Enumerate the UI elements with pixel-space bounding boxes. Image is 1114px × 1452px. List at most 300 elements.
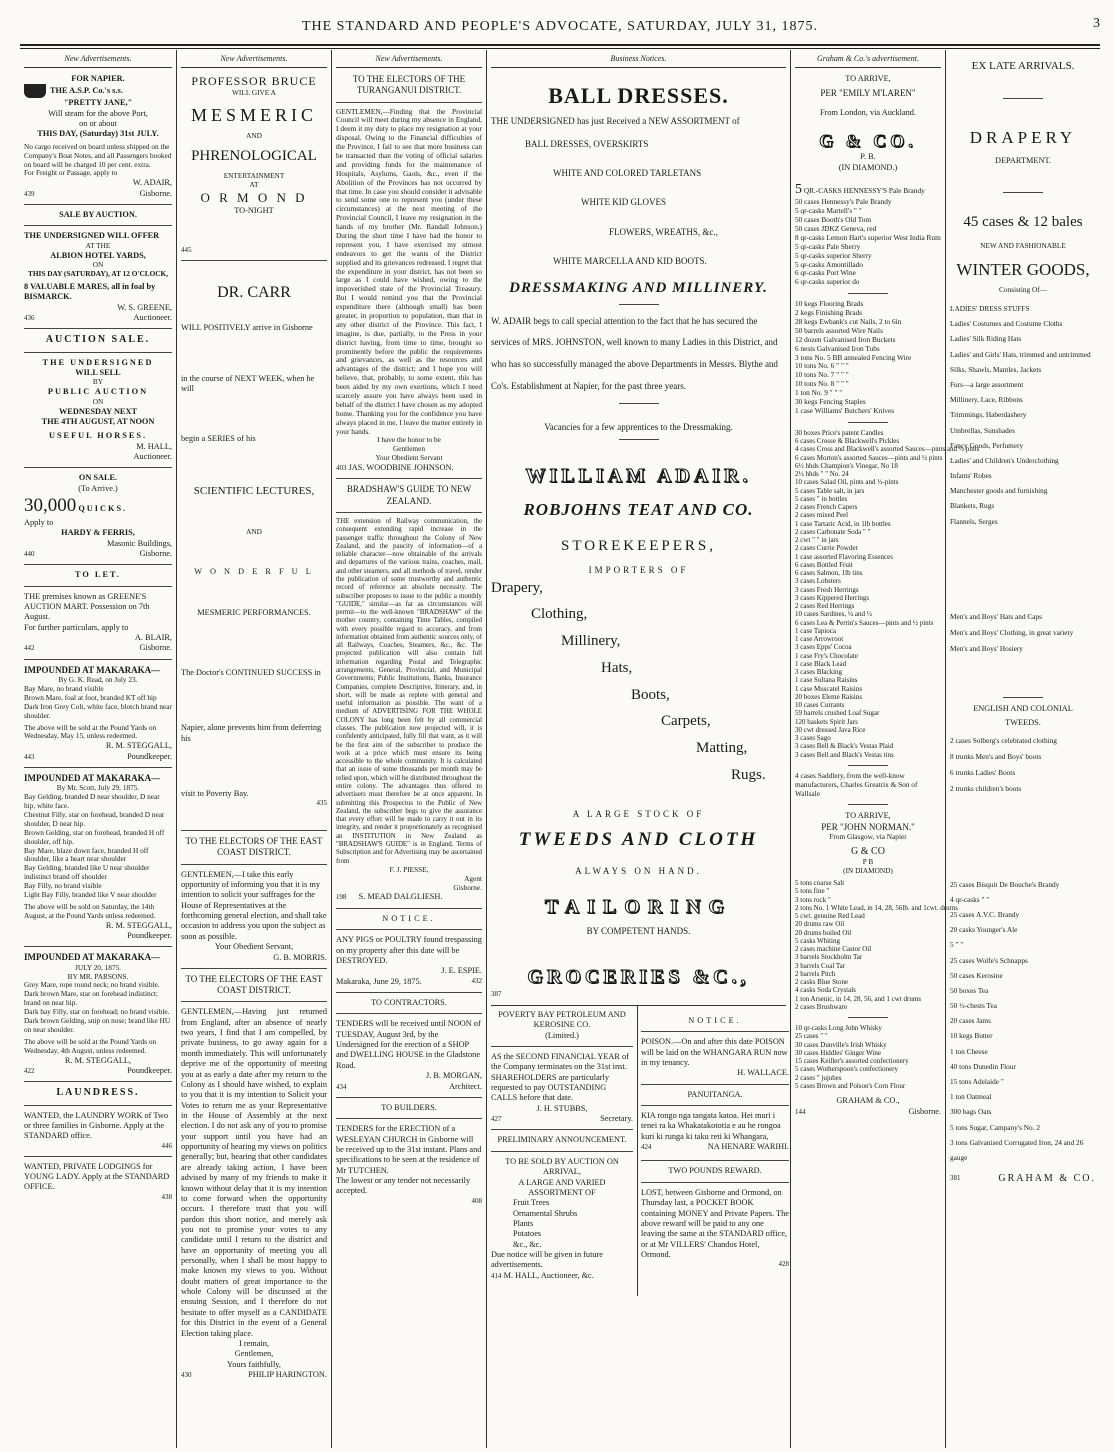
separator <box>336 512 482 513</box>
napier-line: THIS DAY, (Saturday) 31st JULY. <box>37 129 159 139</box>
always-line: ALWAYS ON HAND. <box>575 865 702 876</box>
list-item: 1 case Fry's Chocolate <box>795 651 858 660</box>
separator <box>24 1081 172 1082</box>
list-item: 3 barrels Stockholm Tar <box>795 953 863 962</box>
list-item: 5 cases Table salt, in jars <box>795 486 865 495</box>
provisions-list <box>950 877 1096 1165</box>
list-item: 3 tons No. 5 BB annealed Fencing Wire <box>795 352 912 362</box>
list-item: 12 dozen Galvanised Iron Buckets <box>795 334 896 344</box>
groceries-title: GROCERIES &C., <box>527 966 750 989</box>
separator <box>336 1097 482 1098</box>
carr-line: The Doctor's CONTINUED SUCCESS in <box>181 667 321 677</box>
turanganui-signature: JAS. WOODBINE JOHNSON. <box>348 463 454 473</box>
stores-list <box>795 879 958 1011</box>
list-item: 6 cases Lea & Perrin's Sauces—pints and ½ pints <box>795 618 934 627</box>
napier-line: Will steam for the above Port, <box>48 108 148 118</box>
late-arrivals-heading: EX LATE ARRIVALS. <box>971 60 1075 72</box>
separator <box>24 204 172 205</box>
pb-mark: P B <box>862 857 874 867</box>
builders-line: The lowest or any tender not necessarily accepted. <box>336 1176 471 1196</box>
to-let-line: For further particulars, apply to <box>24 622 129 632</box>
auction-line: ON <box>92 396 104 406</box>
separator <box>641 1105 789 1106</box>
list-item: 3 cases Epps' Cocoa <box>795 643 852 652</box>
list-item: 50 cases Hennessy's Pale Brandy <box>795 197 892 207</box>
list-item: 5 casks Whiting <box>795 936 840 945</box>
electors-line: Gentlemen, <box>234 1349 274 1359</box>
ball-line: THE UNDERSIGNED has just Received a NEW ASSORTMENT of <box>491 115 740 126</box>
list-item: 25 cases " " <box>795 1032 828 1041</box>
preliminary-line: A LARGE AND VARIED ASSORTMENT OF <box>518 1177 606 1197</box>
list-item: 5 tons Sugar, Campany's No. 2 <box>950 1122 1040 1132</box>
ad-number: 414 <box>491 1271 502 1280</box>
quicks-label: QUICKS. <box>78 504 128 514</box>
auction-line: AT THE <box>85 240 111 250</box>
lower-notices <box>491 1005 789 1296</box>
list-item: 3 cases Bell & Black's Vestas Plaid <box>795 742 894 751</box>
sale-name: HARDY & FERRIS, <box>61 528 135 538</box>
napier-line: For Freight or Passage, apply to <box>24 168 118 178</box>
laundress-body: WANTED, the LAUNDRY WORK of Two or three families in Gisborne. Apply at the STANDARD office. <box>24 1110 168 1141</box>
saddlery-line: 4 cases Saddlery, from the well-know manufacturers, Charles Greatrix & Son of Wallsale <box>795 770 918 798</box>
list-item: 300 bags Oats <box>950 1107 992 1117</box>
list-item: 6 cases Crosse & Blackwell's Pickles <box>795 437 900 445</box>
auctioneer-name: W. S. GREENE, <box>117 302 172 312</box>
dr-carr-title: DR. CARR <box>217 284 291 302</box>
list-item: 10 kegs Butter <box>950 1031 993 1041</box>
list-item: 120 baskets Spirit Jars <box>795 717 858 726</box>
list-item: 10 cases Sardines, ¼ and ½ <box>795 610 872 619</box>
list-item: 28 kegs Ewbank's cut Nails, 2 to 6in <box>795 316 902 326</box>
separator <box>24 586 172 587</box>
ad-number: 445 <box>181 246 192 255</box>
list-item: Umbrellas, Sunshades <box>950 425 1015 435</box>
graham-logo: G & CO. <box>819 130 917 151</box>
list-item: 6 qr-casks superior do <box>795 277 860 287</box>
separator <box>619 439 659 440</box>
list-item: 50 boxes Tea <box>950 985 989 995</box>
list-item: 2 cases Brushware <box>795 1002 848 1011</box>
apprentice-line: Vacancies for a few apprentices to the Dressmaking. <box>544 422 733 433</box>
electors-line: Yours faithfully, <box>227 1359 281 1369</box>
list-item: 3 cases Sago <box>795 734 831 742</box>
spirits-list <box>795 181 941 287</box>
list-item: Men's and Boys' Hosiery <box>950 643 1023 653</box>
ad-number: 443 <box>24 752 35 761</box>
separator <box>641 1084 789 1085</box>
list-item: 30 kegs Fencing Staples <box>795 396 866 406</box>
panuitanga-signature: NA HENARE WARIHI. <box>707 1142 789 1152</box>
petroleum-line: (Limited.) <box>545 1030 579 1040</box>
separator <box>848 804 888 805</box>
preliminary-line: TO BE SOLD BY AUCTION ON ARRIVAL, <box>505 1156 619 1177</box>
list-item: 10 kegs Flooring Brads <box>795 299 864 309</box>
turanganui-line: Gentlemen <box>392 444 425 454</box>
ad-number: 422 <box>24 1066 35 1075</box>
sale-line: Apply to <box>24 517 54 527</box>
column-header: New Advertisements. <box>336 52 482 68</box>
impounded-line: The above will be sold at the Pound Yards on Wednesday, 4th August, unless redeemed. <box>24 1036 157 1055</box>
separator <box>848 422 888 423</box>
list-item: 30 cases Dunville's Irish Whisky <box>795 1040 887 1049</box>
to-let-name: A. BLAIR, <box>134 633 172 643</box>
poundkeeper-title: Poundkeeper. <box>127 1065 172 1075</box>
list-item: 2 tons No. 1 White Lead, in 14, 28, 56lb. and 1cwt. drums <box>795 903 958 912</box>
preliminary-item: Potatoes <box>513 1229 542 1239</box>
list-item: 8 trunks Men's and Boys' boots <box>950 751 1042 761</box>
separator <box>181 830 327 831</box>
list-item: 30 cwt dressed Java Rice <box>795 725 866 734</box>
ad-number: 439 <box>24 189 35 198</box>
contractors-signature: J. B. MORGAN, <box>425 1071 482 1081</box>
preliminary-item: Fruit Trees <box>513 1198 550 1208</box>
separator <box>1003 192 1043 193</box>
notice-date: Makaraka, June 29, 1875. <box>336 976 422 986</box>
separator <box>491 1046 633 1047</box>
carr-line: AND <box>246 527 262 537</box>
william-adair-title: WILLIAM ADAIR. <box>525 465 752 488</box>
fashionable-line: NEW AND FASHIONABLE <box>980 241 1066 251</box>
list-item: 6 cases Salmon, 1lb tins <box>795 569 863 577</box>
list-item: 1 case Black Lead <box>795 659 847 668</box>
to-let-place: Gisborne. <box>139 643 172 653</box>
ad-number: 387 <box>491 990 502 999</box>
separator <box>24 467 172 468</box>
ad-number: 432 <box>471 976 482 985</box>
list-item: 4 cases Cross and Blackwell's assorted Sauces—pints and ½ pints <box>795 445 980 454</box>
list-item: 2 cwt " " in jars <box>795 536 839 544</box>
preliminary-item: Ornamental Shrubs <box>513 1208 578 1218</box>
list-item: 1 ton Oatmeal <box>950 1092 992 1102</box>
list-item: 10 cases Currants <box>795 701 845 709</box>
from-line: From London, via Auckland. <box>819 107 917 117</box>
list-item: QR.-CASKS HENNESSY'S Pale Brandy <box>803 186 925 196</box>
separator <box>336 1118 482 1119</box>
ship-line: PER "EMILY M'LAREN" <box>820 88 916 99</box>
panuitanga-heading: PANUITANGA. <box>687 1089 743 1099</box>
napier-heading: FOR NAPIER. <box>71 74 125 83</box>
stock-item: Rugs. <box>731 766 766 783</box>
list-item: Flannels, Serges <box>950 516 998 526</box>
bradshaw-line: Agent <box>464 873 482 883</box>
turanganui-body: GENTLEMEN,—Finding that the Provincial Council will meet during my absence in England, I deem it my duty to place my resignation at your disposal. Owing to the Financial difficulties of the Province, I fail to see that more business can be transacted than the voting of official salaries and providing funds for the maintenance of Hospitals, Asylums, Gaols, &c., even if the Abolition of the Provinces has not occurred by that time. In case you should consider it advisable to send some one to represent you (under these circumstances) at the next meeting of the Provincial Council, I leave my resignation in the hands of my brother (Mr. Randall Johnson.) During the short time I have had the honor to represent you, I have exercised my utmost endeavors to get the wants of the District supplied and its grievances redressed. I regret that the expenditure in your district, has not been so large as I could have wished, owing to the impoverished state of the Provincial Treasury. But I would remind you that the Provincial expenditure there (although small) has been greater, in proportion to population, than that in any other district of the Province. This fact, I imagine, is due, partially, to the Press in your district having, from time to time, brought so prominently before the public the requirements and grievances, as well as the resources and advantages of the district; and I hope you will believe, that, probably, to some extent, this has been aided by my own exertions, which I need scarcely assure you have always been used in behalf of the district I have chosen as my adopted home. Thanking you for the confidence you have always placed in me, I leave the matter entirely in your hands. <box>336 106 482 436</box>
contractors-heading: TO CONTRACTORS. <box>371 997 447 1007</box>
whisky-list <box>795 1024 941 1090</box>
column-header: New Advertisements. <box>24 52 172 68</box>
bradshaw-line: Gisborne. <box>453 882 482 892</box>
bradshaw-body: THE extension of Railway communication, the consequent extending rapid increase in the passenger traffic throughout the Colony of New Zealand, and the paucity of information—of a reliable character—now obtainable of the arrivals and departures of the various trains, coaches, mail, and other steamers, and all methods of travel, render the publication of some trustworthy and authentic record of reference an absolute necessity. The subscriber proposes to issue to the public a monthly "GUIDE," similar—as far as circumstances will permit—to the well-known "BRADSHAW" of the mother country, containing Time Tables, compiled with every possible regard to accuracy, and from information obtained from authentic sources only, of all Railways, Coaches, Steamers, &c., &c. The projected publication will also contain full information regarding Postal and Telegraphic arrangements, General, Provincial, and Municipal Governments; Public Institutions, Banks, Insurance Companies, complete Descriptive, Itinerary, and, in short, will be made as replete with general and useful information as possible. The want of a medium of ADVERTISING FOR THE WHOLE COLONY has long been felt by all commercial classes. The publication now projected will, it is confidently anticipated, fully fill that want, as it will be the first aim of the subscriber to produce the work at a price which must ensure its being accessible to the whole community. It is calculated that an issue of some thousands per month may be relied upon, which will be distributed throughout the entire colony. The advantages thus offered to advertisers must therefore be at once apparent. In submitting this Prospectus to the Public of New Zealand, the subscriber begs to give the assurance that every effort will be made to carry it out in its integrity, and render it proportionately as recognised an INSTITUTION in New Zealand as "BRADSHAW'S GUIDE" is in England. Terms of Subscription and for Advertising may be ascertained from <box>336 517 482 865</box>
carr-line: MESMERIC PERFORMANCES. <box>197 607 311 617</box>
impounded-heading: IMPOUNDED AT MAKARAKA— <box>24 952 161 963</box>
separator <box>24 767 172 768</box>
impounded-heading: IMPOUNDED AT MAKARAKA— <box>24 773 161 784</box>
ad-number: 408 <box>471 1196 482 1205</box>
ball-item: WHITE KID GLOVES <box>581 197 666 208</box>
separator <box>1003 98 1043 99</box>
robjohns-title: ROBJOHNS TEAT AND CO. <box>523 500 754 520</box>
turanganui-line: Your Obedient Servant <box>375 453 443 463</box>
ball-item: WHITE MARCELLA AND KID BOOTS. <box>553 255 707 266</box>
ball-dresses-title: BALL DRESSES. <box>548 83 729 108</box>
turanganui-line: I have the honor to be <box>377 435 441 445</box>
separator <box>181 968 327 969</box>
professor-line: ENTERTAINMENT <box>223 171 285 181</box>
sale-heading: ON SALE. <box>78 473 118 483</box>
dressmaking-body: W. ADAIR begs to call special attention to the fact that he has secured the services of MRS. JOHNSTON, well known to many Ladies in this District, and who has so successfully managed the above Departments in Messrs. Blythe and Co's. Establishment at Napier, for the past three years. <box>491 315 778 391</box>
masthead <box>20 14 1100 40</box>
separator <box>24 225 172 226</box>
impounded-line: By G. K. Read, on July 23. <box>58 675 138 685</box>
ad-number: 434 <box>336 1082 347 1091</box>
auction-heading: AUCTION SALE. <box>45 334 151 346</box>
list-item: 50 cases Booth's Old Tom <box>795 215 872 225</box>
contractors-title: Architect. <box>449 1081 482 1091</box>
list-item: LADIES' DRESS STUFFS <box>950 304 1030 314</box>
winter-goods-title: WINTER GOODS, <box>956 260 1090 279</box>
cases-bales-line: 45 cases & 12 bales <box>963 214 1083 231</box>
list-item: Ladies' and Children's Underclothing <box>950 455 1059 465</box>
ad-number: 436 <box>24 313 35 322</box>
auctioneer-name: M. HALL, <box>136 441 172 451</box>
list-item: 50 cases JDKZ Geneva, red <box>795 223 877 233</box>
carr-line: visit to Poverty Bay. <box>181 789 249 799</box>
notice-body: ANY PIGS or POULTRY found trespassing on my property after this date will be DESTROYED. <box>336 935 482 965</box>
column-header: Business Notices. <box>491 52 786 68</box>
list-item: 50 barrels assorted Wire Nails <box>795 325 883 335</box>
from-line: From Glasgow, via Napier <box>829 832 907 842</box>
list-item: 2 cases machine Castor Oil <box>795 945 872 954</box>
petroleum-heading: POVERTY BAY PETROLEUM AND KEROSINE CO. <box>498 1009 626 1030</box>
electors-heading: TO THE ELECTORS OF THE EAST COAST DISTRICT. <box>185 836 323 858</box>
list-item: 2 kegs Finishing Brads <box>795 308 863 318</box>
separator <box>491 1129 633 1130</box>
list-item: Ladies' and Girls' Hats, trimmed and untrimmed <box>950 349 1091 359</box>
separator <box>24 946 172 947</box>
napier-signature: W. ADAIR, <box>132 178 172 188</box>
column-header: New Advertisements. <box>181 52 327 68</box>
list-item: 30 boxes Price's patent Candles <box>795 428 884 437</box>
list-item: Furs—a large assortment <box>950 380 1024 389</box>
list-item: Ladies' Silk Riding Hats <box>950 334 1022 344</box>
list-item: Infants' Robes <box>950 471 992 481</box>
auction-line: 8 VALUABLE MARES, all in foal by BISMARCK. <box>24 281 156 302</box>
list-item: Silks, Shawls, Mantles, Jackets <box>950 364 1042 374</box>
impounded-line: Dark brown Mare, star on forehead indistinct; brand on near hip. <box>24 989 158 1008</box>
list-item: 50 cases Kerosine <box>950 970 1003 980</box>
graham-place: Gisborne. <box>908 1106 941 1116</box>
tweeds-title: TWEEDS AND CLOTH <box>518 828 759 850</box>
list-item: 3 cases Blacking <box>795 668 843 676</box>
list-item: 1 ton No. 9 " " " <box>795 388 843 398</box>
quantity: 30,000 <box>24 495 77 517</box>
list-item: 5 qr-casks Martell's " " <box>795 206 862 216</box>
carr-line: begin a SERIES of his <box>181 434 256 444</box>
list-item: 5 tons fine " <box>795 887 830 896</box>
ad-number: 144 <box>795 1107 806 1116</box>
electors-body: GENTLEMEN,—Having just returned from England, after an absence of nearly two years, I find that I am compelled, by private business, to go away again for a month immediately. This will unfortunately deprive me of the opportunity of meeting you at as early a date after my return to the Colony as I should have wished, to explain to you that it is my intention to Solicit your Votes to return me as your Representative in the House of Assembly at the next election. I do not ask any of you to promise your support until you have had an opportunity of hearing my views on politics generally; but, hearing that other candidates are already taking action, I have been advised by many of my friends to make it known without delay that it is my intention to come forward when the opportunity occurs. I therefore trust that you will pardon this short notice, and merely ask you not to promise your votes to any candidate until I return to the district and have an opportunity of meeting you all personally, when I shall be most happy to make known my views to you. Without doubt matters of great importance to the whole Colony will be discussed at the ensuing Session, and I therefore do not hesitate to offer myself as a CANDIDATE for this District in the event of a General Election taking place. <box>181 1007 327 1338</box>
storekeepers-title: STOREKEEPERS, <box>561 537 716 554</box>
list-item: 2 cases Carbonate Soda " " <box>795 527 871 536</box>
carr-line: in the course of NEXT WEEK, when he will <box>181 373 315 393</box>
notice-heading: NOTICE. <box>688 1015 742 1025</box>
sale-line: Masonic Buildings, <box>107 538 172 548</box>
separator <box>24 328 172 329</box>
auction-line: WEDNESDAY NEXT <box>59 406 137 416</box>
bradshaw-signature: S. MEAD DALGLIESH. <box>358 892 443 902</box>
auction-line: USEFUL HORSES. <box>48 431 148 441</box>
separator <box>24 1156 172 1157</box>
pb-mark: P. B. <box>860 152 876 162</box>
list-item: 20 drums raw Oil <box>795 920 845 929</box>
napier-line: THE A.S.P. Co.'s s.s. <box>50 86 123 96</box>
list-item: 6½ hhds Champion's Vinegar, No 18 <box>795 461 898 470</box>
list-item: 5 cases Brown and Polson's Corn Flour <box>795 1081 906 1090</box>
impounded-line: Chestnut Filly, star on forehead, branded D near shoulder, D near hip. <box>24 809 165 828</box>
list-item: Fancy Goods, Perfumery <box>950 440 1024 450</box>
list-item: 30 cases Hiddles' Ginger Wine <box>795 1048 881 1057</box>
list-item: 2 barrels Pitch <box>795 969 836 978</box>
separator <box>848 293 888 294</box>
preliminary-item: &c., &c. <box>513 1239 542 1249</box>
to-let-body: THE premises known as GREENE'S AUCTION MART. Possession on 7th August. <box>24 591 150 622</box>
to-let-heading: TO LET. <box>75 570 121 580</box>
separator <box>619 304 659 305</box>
carr-line: Napier, alone prevents him from deferring his <box>181 723 322 743</box>
list-item: 20 cases Jams <box>950 1016 991 1026</box>
impounded-line: Bay Mare, no brand visible <box>24 683 104 693</box>
right-notices <box>641 1010 789 1269</box>
ad-number: 198 <box>336 893 347 902</box>
list-item: 3 barrels Coal Tar <box>795 961 846 970</box>
list-item: Men's and Boys' Clothing, in great variety <box>950 627 1074 637</box>
list-item: 6 trunks Ladies' Boots <box>950 767 1016 777</box>
list-item: 3 cases Lobsters <box>795 577 841 586</box>
arrive-line: TO ARRIVE, <box>845 74 891 83</box>
list-item: 6 qr-casks Port Wine <box>795 268 856 278</box>
list-item: 5 qr-casks Amontillado <box>795 259 863 269</box>
impounded-line: BY MR. PARSONS. <box>67 971 129 981</box>
ship-line: PER "JOHN NORMAN." <box>821 821 915 832</box>
drapery-title: DRAPERY <box>969 127 1077 147</box>
notice-heading: NOTICE. <box>382 913 436 923</box>
list-item: 2 cases Solberg's celebrated clothing <box>950 735 1057 745</box>
separator <box>336 1013 482 1014</box>
impounded-line: Bay Filly, no brand visible <box>24 881 102 891</box>
separator <box>336 929 482 930</box>
tweeds-line: TWEEDS. <box>1005 718 1041 728</box>
list-item: 5 " " <box>950 940 964 950</box>
list-item: 4 casks Soda Crystals <box>795 986 856 995</box>
list-item: 1 ton Cheese <box>950 1046 988 1056</box>
electors-body: GENTLEMEN,—I take this early opportunity of informing you that it is my intention to solicit your suffrages for the House of Representatives at the forthcoming general election, and shall take occasion to address you upon the subject as soon as possible. <box>181 869 327 941</box>
column-2 <box>177 52 331 1447</box>
list-item: 1 case Williams' Butchers' Knives <box>795 405 895 415</box>
list-item: 20 drums boiled Oil <box>795 928 852 937</box>
list-item: 25 cases Bisquit De Bouche's Brandy <box>950 879 1060 889</box>
separator <box>641 1182 789 1183</box>
impounded-line: By Mr. Scott, July 29, 1875. <box>56 783 140 793</box>
auction-line: THE UNDERSIGNED WILL OFFER <box>24 231 160 241</box>
list-item: 1 case Sultana Raisins <box>795 676 858 685</box>
impounded-line: Light Bay Filly, branded like V near shoulder <box>24 889 157 899</box>
poundkeeper-name: R. M. STEGGALL, <box>105 741 172 751</box>
ad-number: 428 <box>778 1260 789 1269</box>
preliminary-signature: M. HALL, Auctioneer, &c. <box>503 1270 594 1280</box>
separator <box>848 1017 888 1018</box>
boots-list <box>950 733 1096 797</box>
impounded-line: Bay Mare, blaze down face, branded H off shoulder, like a heart near shoulder <box>24 845 149 864</box>
ad-number: 438 <box>161 1192 172 1201</box>
notice-signature: H. WALLACE. <box>737 1068 789 1078</box>
list-item: 6 nests Galvanised Iron Tubs <box>795 343 880 353</box>
auctioneer-title: Auctioneer. <box>133 312 172 322</box>
poundkeeper-name: R. M. STEGGALL, <box>64 1055 132 1065</box>
list-item: 2 trunks children's boots <box>950 783 1022 793</box>
impounded-line: Dark bay Filly, star on forehead; no brand visible. <box>24 1007 170 1017</box>
stock-item: Boots, <box>631 686 670 703</box>
list-item: 8 qr-casks Lemon Hart's superior West India Rum <box>795 232 941 242</box>
arrive-line: TO ARRIVE, <box>845 811 891 821</box>
sale-place: Gisborne. <box>139 548 172 558</box>
large-stock-line: A LARGE STOCK OF <box>572 808 705 819</box>
separator <box>848 765 888 766</box>
ad-number: 446 <box>161 1141 172 1150</box>
reward-body: LOST, between Gisborne and Ormond, on Thursday last, a POCKET BOOK containing MONEY and Private Papers. The above reward will be paid to any one leaving the same at the STANDARD office, or at Mr VILLERS' Chandos Hotel, Ormond. <box>641 1187 789 1259</box>
list-item: 3 tons Galvanised Corrugated Iron, 24 and 26 gauge <box>950 1137 1084 1162</box>
napier-line: on or about <box>79 119 117 129</box>
ad-number: 381 <box>950 1174 961 1183</box>
auction-line: PUBLIC AUCTION <box>47 387 149 397</box>
list-item: 2 casks Blue Stone <box>795 978 849 987</box>
mens-list <box>950 609 1096 657</box>
petroleum-title: Secretary. <box>600 1114 633 1124</box>
napier-body: No cargo received on board unless shipped on the Company's Boat Notes, and all Passengers booked on board will be charged 10 per cent. extra. <box>24 141 172 169</box>
poundkeeper-name: R. M. STEGGALL, <box>105 920 172 930</box>
separator <box>641 1160 789 1161</box>
phrenological-title: PHRENOLOGICAL <box>191 148 317 165</box>
ad-number: 435 <box>316 799 327 808</box>
list-item: 50 ½-chests Tea <box>950 1001 997 1011</box>
contractors-body: TENDERS will be received until NOON of TUESDAY, August 3rd, by the Undersigned for the erection of a SHOP and DWELLING HOUSE in the Gladstone Road. <box>336 1019 481 1070</box>
list-item: 15 tons Adelaide " <box>950 1077 1004 1086</box>
carr-line: WILL POSITIVELY arrive in Gisborne <box>181 323 313 333</box>
professor-line: AND <box>246 131 262 141</box>
list-item: 5 cases Wotherspoon's confectionery <box>795 1065 899 1074</box>
electors-line: Your Obedient Servant, <box>214 942 294 952</box>
list-item: 6 cases Bottled Fruit <box>795 560 853 569</box>
english-colonial-line: ENGLISH AND COLONIAL <box>973 703 1073 713</box>
impounded-line: Brown Mare, foal at foot, branded KT off hip <box>24 692 157 702</box>
importers-line: IMPORTERS OF <box>588 565 689 576</box>
panuitanga-body: KIA rongo nga tangata katoa. Hei muri i tenei ra ka Whakatakototia e au he rongoa kuri ki runga ki taku reti ki Whangara, <box>641 1111 781 1141</box>
reward-heading: TWO POUNDS REWARD. <box>668 1166 762 1176</box>
list-item: 25 cases Wolfe's Schnapps <box>950 955 1028 965</box>
impounded-line: Dark Iron Grey Colt, white face, blotch brand near shoulder. <box>24 701 172 720</box>
list-item: 2 cases Currie Powder <box>795 544 858 553</box>
carr-line: W O N D E R F U L <box>194 567 314 577</box>
preliminary-heading: PRELIMINARY ANNOUNCEMENT. <box>497 1135 627 1145</box>
auction-line: THE 4TH AUGUST, AT NOON <box>41 416 155 426</box>
graham-logo: G & CO <box>851 845 885 857</box>
petroleum-body: AS the SECOND FINANCIAL YEAR of the Company terminates on the 31st inst. SHAREHOLDERS are particularly requested to pay OUTSTANDING CALLS before that date. <box>491 1051 629 1103</box>
ball-item: WHITE AND COLORED TARLETANS <box>553 168 702 178</box>
sale-line: (To Arrive.) <box>78 483 118 493</box>
diamond-line: (IN DIAMOND.) <box>838 162 898 172</box>
ad-number: 403 <box>336 464 347 473</box>
list-item: Ladies' Costumes and Costume Cloths <box>950 319 1063 329</box>
ball-item: BALL DRESSES, OVERSKIRTS <box>525 138 649 149</box>
list-item: 25 cases A.V.C. Brandy <box>950 910 1020 920</box>
